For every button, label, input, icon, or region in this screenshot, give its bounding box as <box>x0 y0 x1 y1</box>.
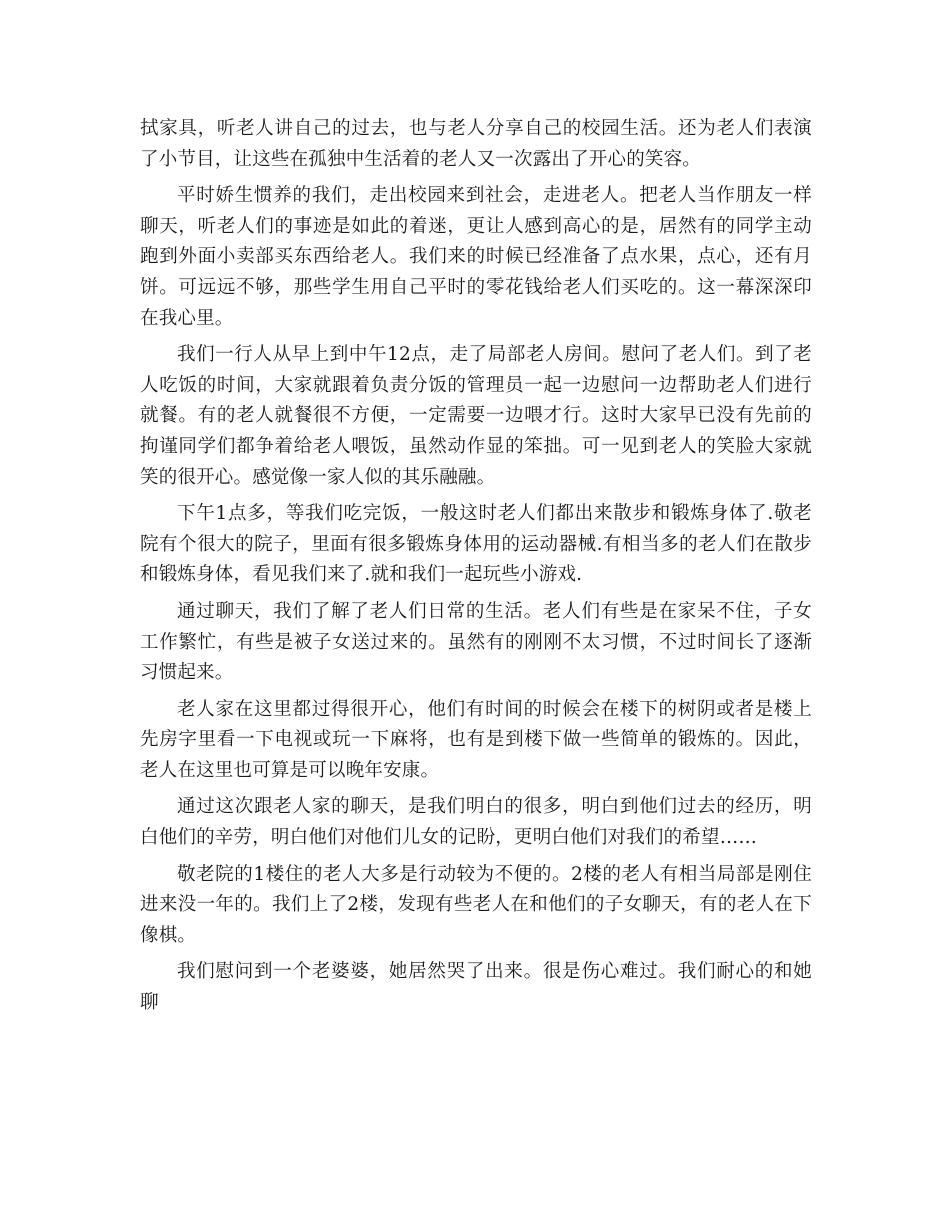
paragraph: 通过这次跟老人家的聊天，是我们明白的很多，明白到他们过去的经历，明白他们的辛劳，明白他们对他们儿女的记盼，更明白他们对我们的希望…… <box>140 796 812 849</box>
paragraph: 通过聊天，我们了解了老人们日常的生活。老人们有些是在家呆不住，子女工作繁忙，有些是被子女送过来的。虽然有的刚刚不太习惯，不过时间长了逐渐习惯起来。 <box>140 600 812 684</box>
paragraph: 老人家在这里都过得很开心，他们有时间的时候会在楼下的树阴或者是楼上先房字里看一下电视或玩一下麻将，也有是到楼下做一些简单的锻炼的。因此，老人在这里也可算是可以晚年安康。 <box>140 698 812 781</box>
paragraph-continued: 拭家具，听老人讲自己的过去，也与老人分享自己的校园生活。还为老人们表演了小节目，让这些在孤独中生活着的老人又一次露出了开心的笑容。 <box>140 118 812 170</box>
paragraph: 下午1点多，等我们吃完饭，一般这时老人们都出来散步和锻炼身体了.敬老院有个很大的院子，里面有很多锻炼身体用的运动器械.有相当多的老人们在散步和锻炼身体，看见我们来了.就和我们一起玩些小游戏. <box>140 503 812 586</box>
document-body <box>140 114 812 1019</box>
paragraph: 敬老院的1楼住的老人大多是行动较为不便的。2楼的老人有相当局部是刚住进来没一年的。我们上了2楼，发现有些老人在和他们的子女聊天，有的老人在下像棋。 <box>140 863 812 946</box>
paragraph-truncated: 我们慰问到一个老婆婆，她居然哭了出来。很是伤心难过。我们耐心的和她聊 <box>140 961 812 1014</box>
paragraph: 我们一行人从早上到中午12点，走了局部老人房间。慰问了老人们。到了老人吃饭的时间，大家就跟着负责分饭的管理员一起一边慰问一边帮助老人们进行就餐。有的老人就餐很不方便，一定需要一边喂才行。这时大家早已没有先前的拘谨同学们都争着给老人喂饭，虽然动作显的笨拙。可一见到老人的笑脸大家就笑的很开心。感觉像一家人似的其乐融融。 <box>140 344 812 488</box>
paragraph: 平时娇生惯养的我们，走出校园来到社会，走进老人。把老人当作朋友一样聊天，听老人们的事迹是如此的着迷，更让人感到高心的是，居然有的同学主动跑到外面小卖部买东西给老人。我们来的时候已经准备了点水果，点心，还有月饼。可远远不够，那些学生用自己平时的零花钱给老人们买吃的。这一幕深深印在我心里。 <box>140 185 812 329</box>
